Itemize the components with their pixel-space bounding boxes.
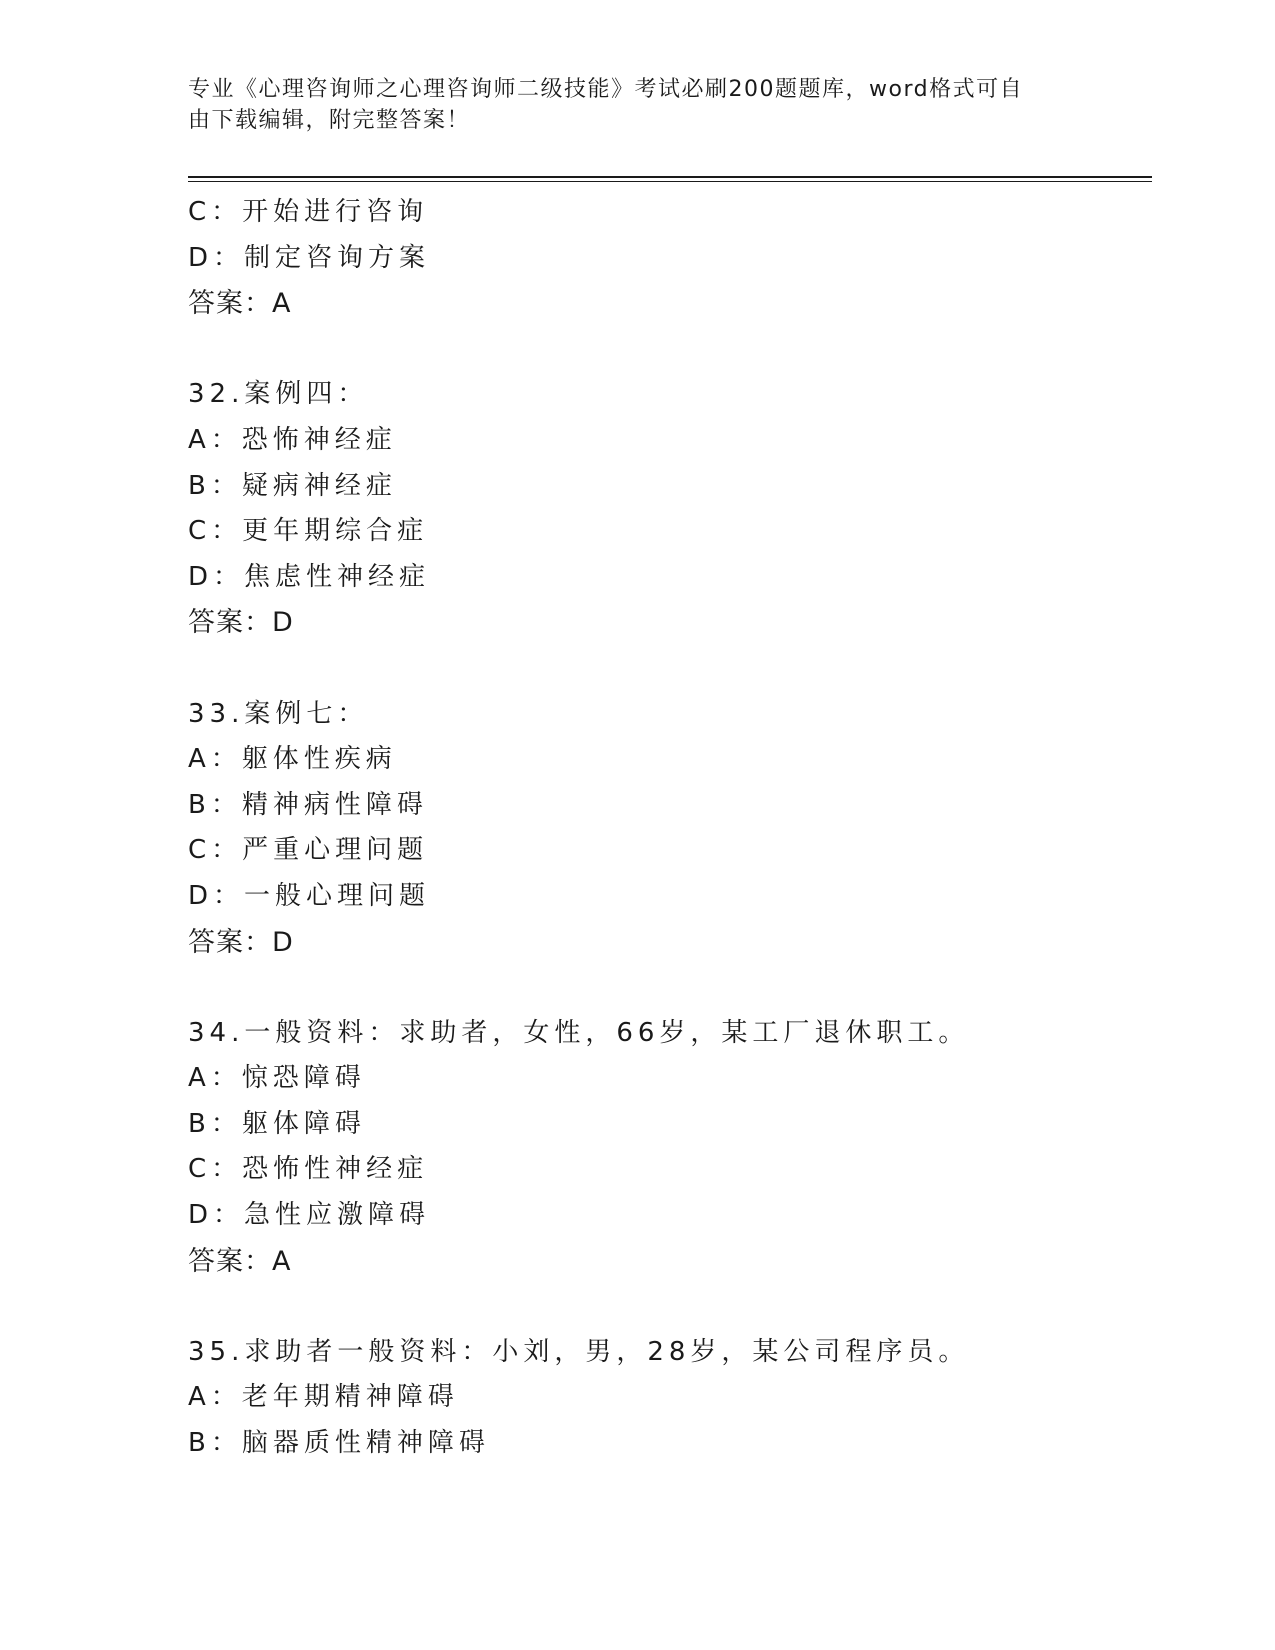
question-list <box>188 190 1152 1467</box>
option-a: A：老年期精神障碍 <box>188 1382 459 1413</box>
question-spacer <box>188 1284 1152 1330</box>
question-34 <box>188 1011 1152 1285</box>
answer-line: 答案：A <box>188 1245 292 1277</box>
document-header <box>188 74 1068 136</box>
question-33 <box>188 692 1152 966</box>
header-line-2: 由下载编辑，附完整答案！ <box>188 108 471 133</box>
option-b: B：精神病性障碍 <box>188 789 428 820</box>
option-a: A：惊恐障碍 <box>188 1063 366 1094</box>
option-c: C：恐怖性神经症 <box>188 1154 429 1185</box>
answer-line: 答案：D <box>188 607 294 639</box>
question-spacer <box>188 327 1152 373</box>
option-c: C：开始进行咨询 <box>188 197 429 227</box>
question-stem: 33.案例七： <box>188 698 369 729</box>
option-d: D：制定咨询方案 <box>188 242 431 273</box>
option-b: B：脑器质性精神障碍 <box>188 1428 490 1459</box>
option-c: C：严重心理问题 <box>188 835 429 866</box>
question-spacer <box>188 965 1152 1011</box>
answer-line: 答案：D <box>188 926 294 958</box>
option-d: D：急性应激障碍 <box>188 1200 431 1231</box>
option-b: B：疑病神经症 <box>188 470 397 501</box>
option-c: C：更年期综合症 <box>188 516 429 547</box>
question-spacer <box>188 646 1152 692</box>
question-35 <box>188 1330 1152 1467</box>
header-divider-thin <box>188 181 1152 182</box>
option-a: A：躯体性疾病 <box>188 744 397 775</box>
question-stem: 32.案例四： <box>188 379 369 410</box>
header-line-1: 专业《心理咨询师之心理咨询师二级技能》考试必刷200题题库，word格式可自 <box>188 77 1024 102</box>
prev-question-block <box>188 190 1152 327</box>
option-d: D：焦虑性神经症 <box>188 561 431 592</box>
question-stem: 35.求助者一般资料：小刘，男，28岁，某公司程序员。 <box>188 1336 970 1367</box>
question-32 <box>188 372 1152 646</box>
answer-line: 答案：A <box>188 288 292 320</box>
option-a: A：恐怖神经症 <box>188 424 397 455</box>
option-b: B：躯体障碍 <box>188 1108 366 1139</box>
header-divider <box>188 176 1152 178</box>
option-d: D：一般心理问题 <box>188 880 431 911</box>
question-stem: 34.一般资料：求助者，女性，66岁，某工厂退休职工。 <box>188 1017 970 1048</box>
